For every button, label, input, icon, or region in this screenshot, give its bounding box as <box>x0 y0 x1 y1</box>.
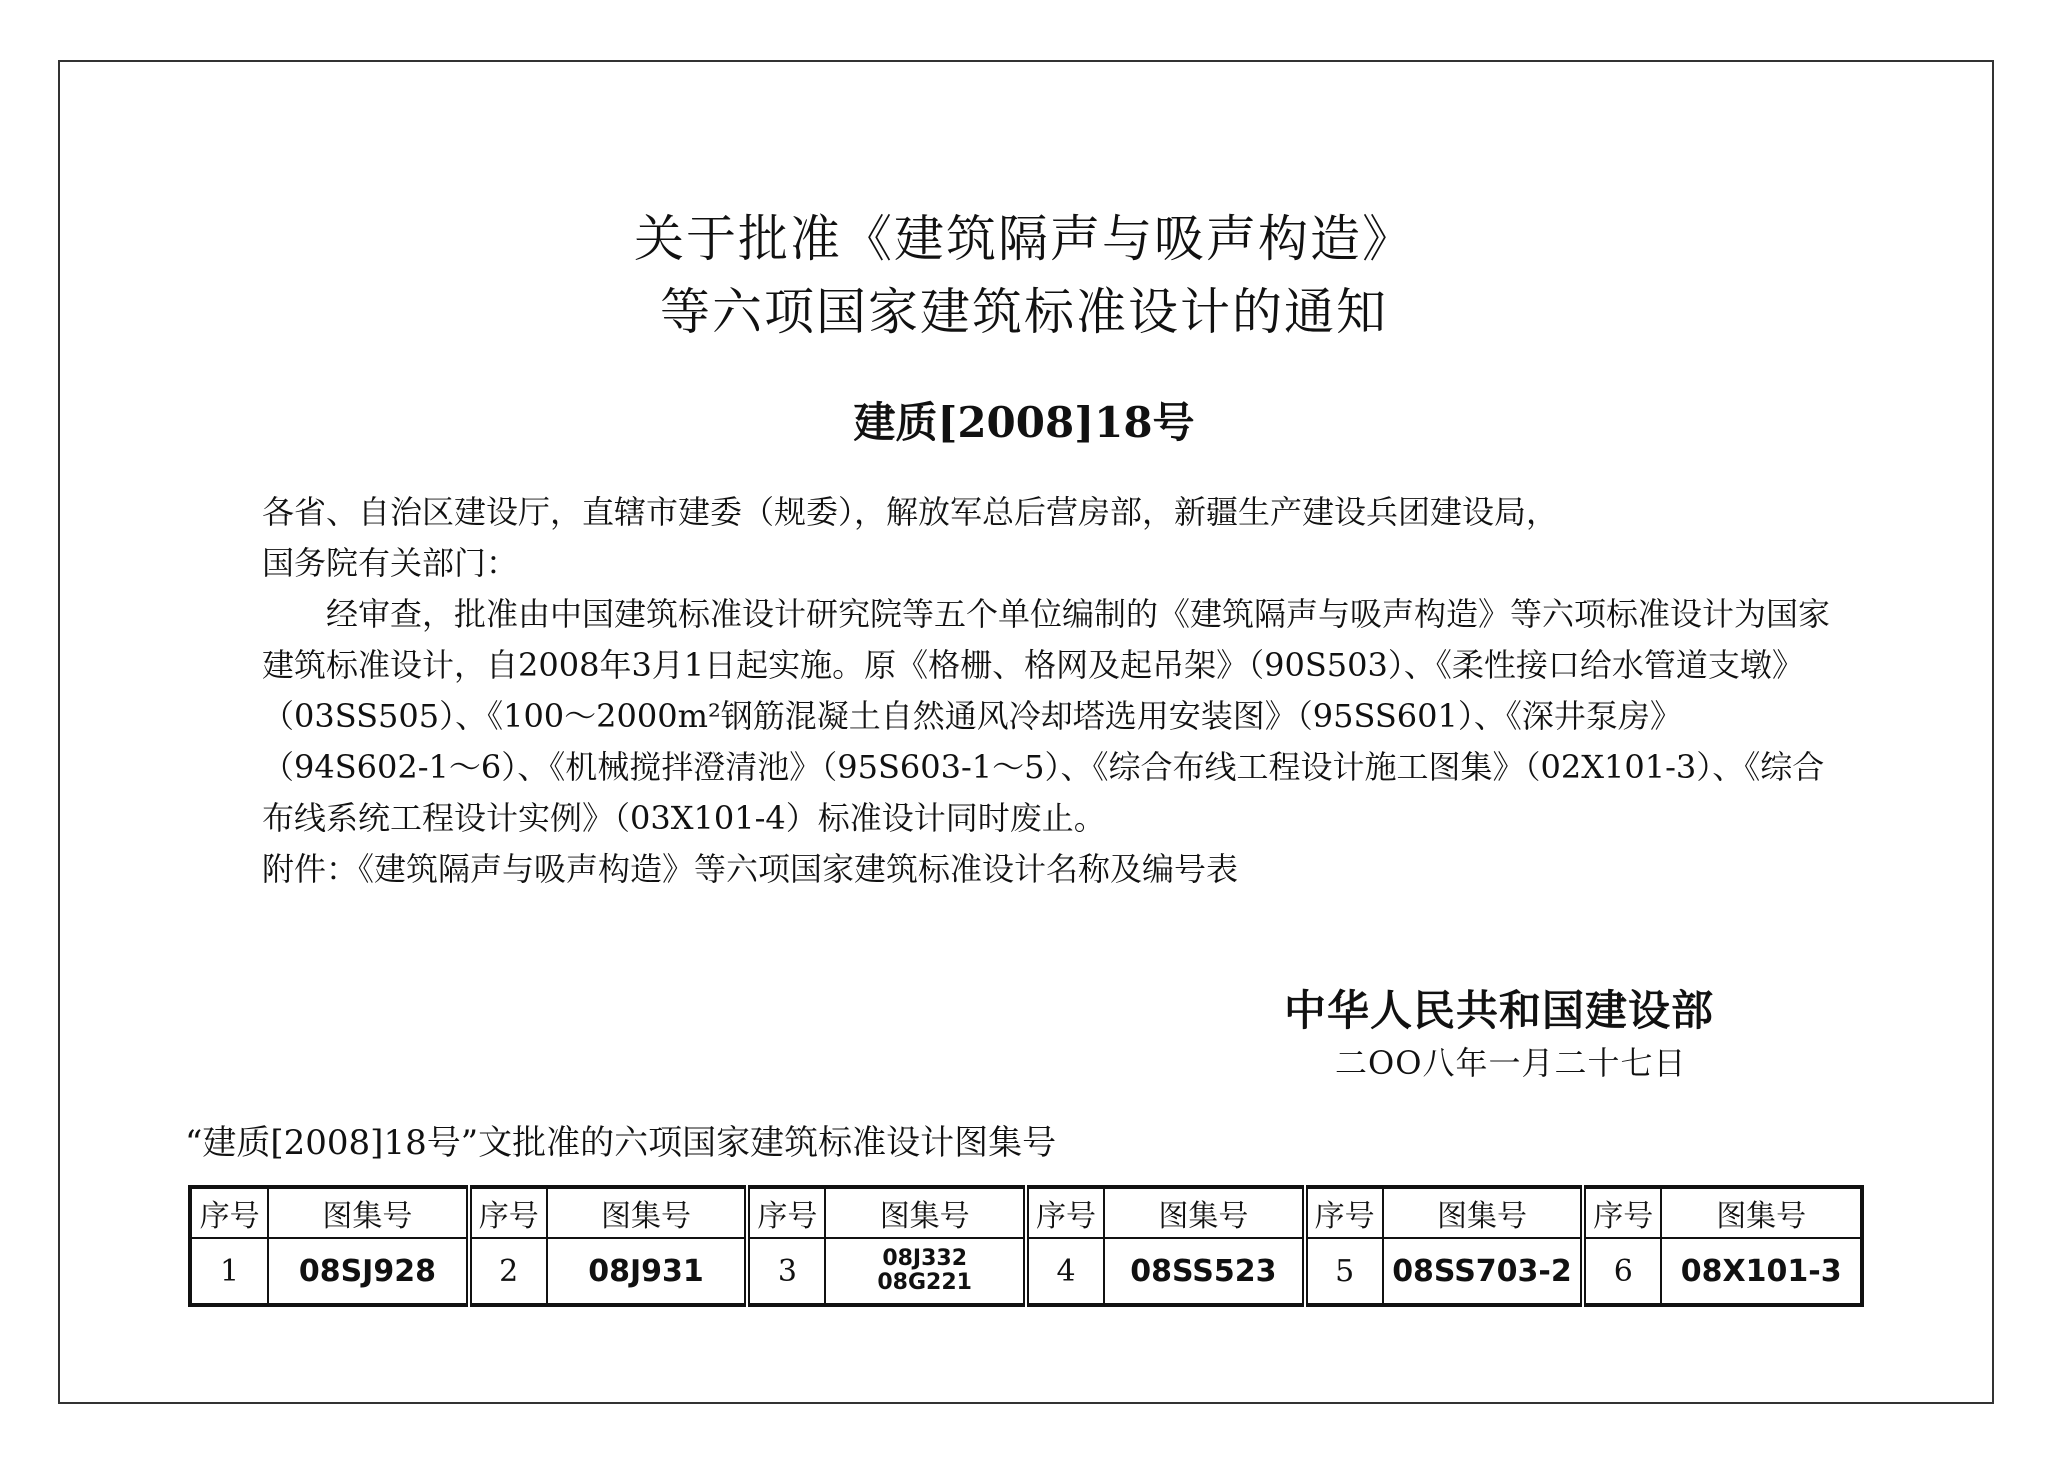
document-number: 建质[2008]18号 <box>853 398 1195 447</box>
header-code: 图集号 <box>1383 1187 1583 1238</box>
notice-body <box>262 487 1832 895</box>
seq-cell: 6 <box>1583 1238 1661 1305</box>
header-code: 图集号 <box>825 1187 1025 1238</box>
code-cell: 08J931 <box>547 1238 747 1305</box>
header-seq: 序号 <box>469 1187 547 1238</box>
header-seq: 序号 <box>1026 1187 1104 1238</box>
table-caption: “建质[2008]18号”文批准的六项国家建筑标准设计图集号 <box>185 1123 1057 1163</box>
issue-date: 二OO八年一月二十七日 <box>1335 1044 1687 1082</box>
header-seq: 序号 <box>747 1187 825 1238</box>
code-cell: 08SJ928 <box>268 1238 468 1305</box>
table-header-row <box>190 1187 1862 1238</box>
code-cell: 08SS523 <box>1104 1238 1304 1305</box>
table-row <box>190 1238 1862 1305</box>
seq-cell: 2 <box>469 1238 547 1305</box>
approval-paragraph: 经审查，批准由中国建筑标准设计研究院等五个单位编制的《建筑隔声与吸声构造》等六项标准设计为国家建筑标准设计，自2008年3月1日起实施。原《格栅、格网及起吊架》（90S503）、《柔性接口给水管道支墩》（03SS505）、《100～2000m²钢筋混凝土自然通风冷却塔选用安装图》（95SS601）、《深井泵房》（94S602-1～6）、《机械搅拌澄清池》（95S603-1～5）、《综合布线工程设计施工图集》（02X101-3）、《综合布线系统工程设计实例》（03X101-4）标准设计同时废止。 <box>262 595 1831 837</box>
seq-cell: 4 <box>1026 1238 1104 1305</box>
code-line: 08J332 <box>882 1246 968 1271</box>
addressees-line2: 国务院有关部门： <box>262 544 519 582</box>
header-seq: 序号 <box>1583 1187 1661 1238</box>
seq-cell: 3 <box>747 1238 825 1305</box>
issuing-organization: 中华人民共和国建设部 <box>1284 986 1715 1035</box>
header-code: 图集号 <box>268 1187 468 1238</box>
seq-cell: 5 <box>1305 1238 1383 1305</box>
header-code: 图集号 <box>547 1187 747 1238</box>
notice-title-line1: 关于批准《建筑隔声与吸声构造》 <box>634 210 1414 268</box>
code-cell: 08SS703-2 <box>1383 1238 1583 1305</box>
header-seq: 序号 <box>190 1187 268 1238</box>
attachment-line: 附件：《建筑隔声与吸声构造》等六项国家建筑标准设计名称及编号表 <box>262 850 1239 888</box>
code-cell: 08X101-3 <box>1661 1238 1862 1305</box>
atlas-code-table <box>188 1185 1864 1307</box>
header-code: 图集号 <box>1661 1187 1862 1238</box>
header-code: 图集号 <box>1104 1187 1304 1238</box>
header-seq: 序号 <box>1305 1187 1383 1238</box>
code-cell-double <box>825 1238 1025 1305</box>
code-line: 08G221 <box>877 1270 972 1295</box>
seq-cell: 1 <box>190 1238 268 1305</box>
addressees-line1: 各省、自治区建设厅，直辖市建委（规委），解放军总后营房部，新疆生产建设兵团建设局， <box>262 493 1559 531</box>
notice-title-line2: 等六项国家建筑标准设计的通知 <box>660 283 1388 341</box>
